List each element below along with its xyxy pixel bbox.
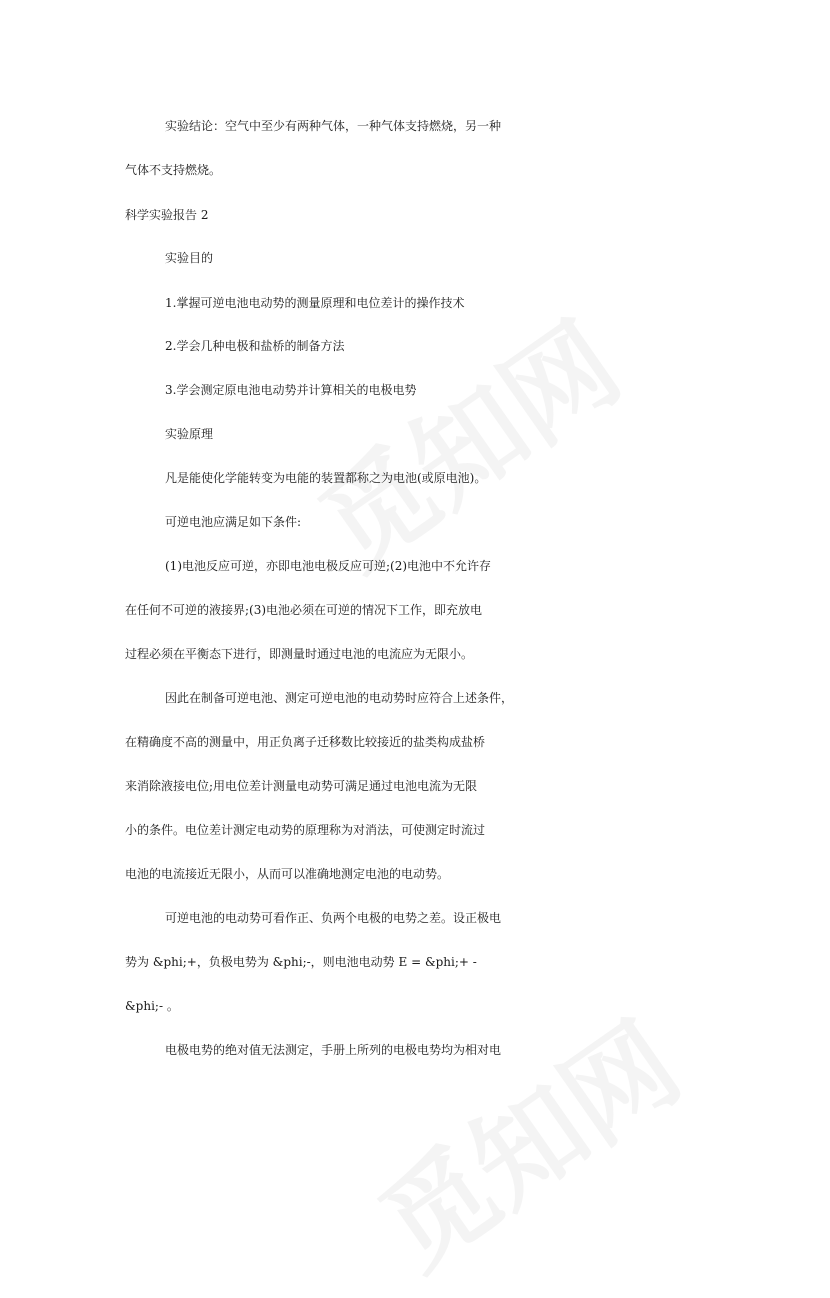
- watermark-lower: [345, 980, 706, 1298]
- purpose-item-3: 3.学会测定原电池电动势并计算相关的电极电势: [165, 383, 417, 397]
- text-line-16: 来消除液接电位;用电位差计测量电动势可满足通过电池电流为无限: [125, 779, 478, 793]
- text-line-11: (1)电池反应可逆，亦即电池电极反应可逆;(2)电池中不允许存: [165, 559, 492, 573]
- text-line-1: 实验结论：空气中至少有两种气体，一种气体支持燃烧，另一种: [165, 119, 502, 133]
- purpose-item-1: 1.掌握可逆电池电动势的测量原理和电位差计的操作技术: [165, 296, 465, 310]
- text-line-22: 电极电势的绝对值无法测定，手册上所列的电极电势均为相对电: [165, 1043, 502, 1057]
- subheading-purpose: 实验目的: [165, 251, 214, 265]
- text-line-18: 电池的电流接近无限小，从而可以准确地测定电池的电动势。: [125, 867, 450, 881]
- text-line-2: 气体不支持燃烧。: [125, 163, 222, 177]
- text-line-19: 可逆电池的电动势可看作正、负两个电极的电势之差。设正极电: [165, 911, 502, 925]
- text-line-9: 凡是能使化学能转变为电能的装置都称之为电池(或原电池)。: [165, 471, 487, 485]
- purpose-item-2: 2.学会几种电极和盐桥的制备方法: [165, 339, 345, 353]
- text-line-12: 在任何不可逆的液接界;(3)电池必须在可逆的情况下工作，即充放电: [125, 603, 483, 617]
- section-heading: 科学实验报告 2: [125, 208, 209, 222]
- text-line-10: 可逆电池应满足如下条件:: [165, 515, 302, 529]
- text-line-20: 势为 &phi;+，负极电势为 &phi;-，则电池电动势 E = &phi;+ -: [125, 955, 477, 969]
- text-line-17: 小的条件。电位差计测定电动势的原理称为对消法，可使测定时流过: [125, 823, 486, 837]
- subheading-principle: 实验原理: [165, 427, 214, 441]
- text-line-14: 因此在制备可逆电池、测定可逆电池的电动势时应符合上述条件，: [165, 691, 514, 705]
- text-line-15: 在精确度不高的测量中，用正负离子迁移数比较接近的盐类构成盐桥: [125, 735, 486, 749]
- text-line-13: 过程必须在平衡态下进行，即测量时通过电池的电流应为无限小。: [125, 647, 474, 661]
- text-line-21: &phi;- 。: [125, 999, 179, 1013]
